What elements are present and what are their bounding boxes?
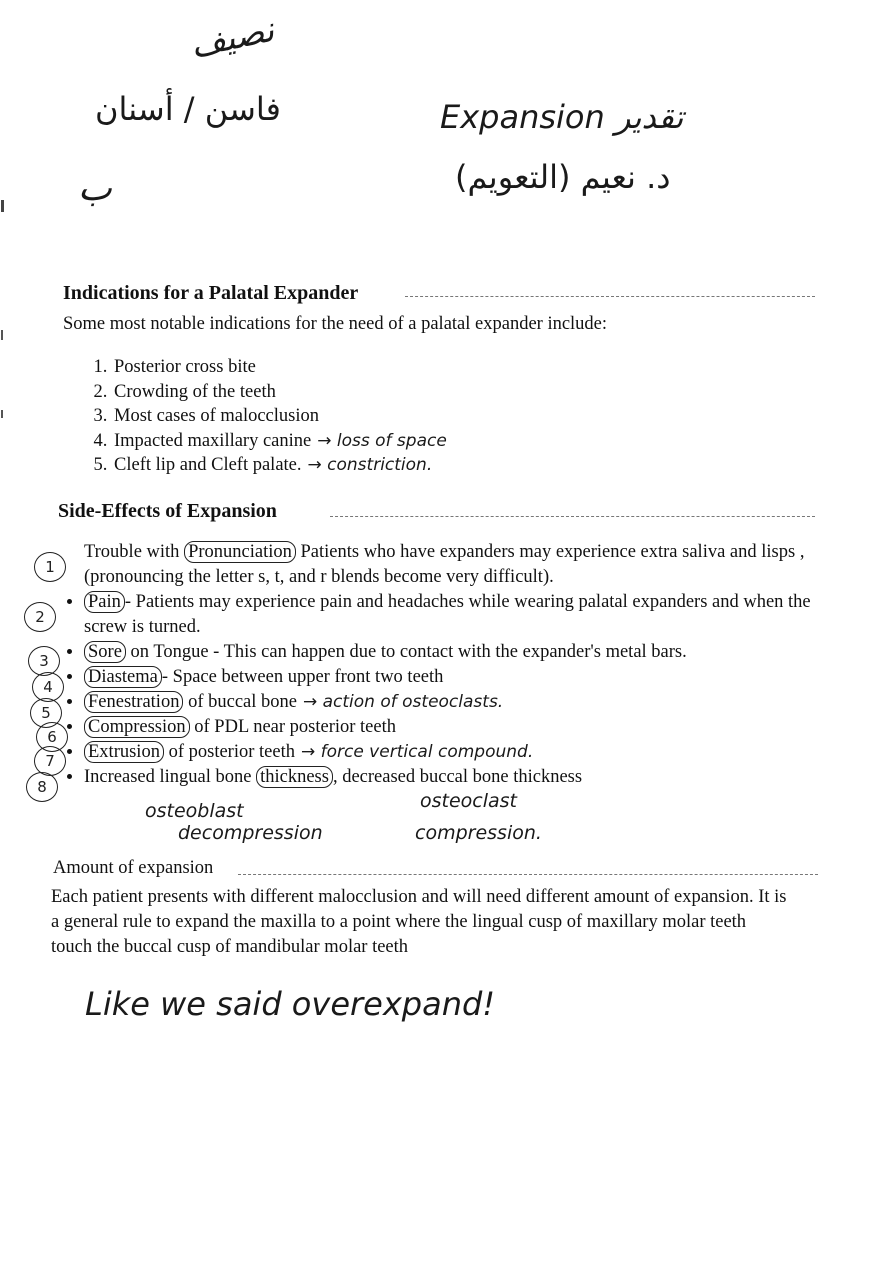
list-item: 5. Cleft lip and Cleft palate. → constriction.: [112, 453, 447, 478]
handwritten-note: decompression: [178, 822, 323, 844]
circled-number: 1: [34, 552, 66, 582]
handwritten-note: → loss of space: [317, 430, 447, 451]
list-item: 2. Crowding of the teeth: [112, 380, 447, 405]
indications-intro: Some most notable indications for the need of a palatal expander include:: [63, 314, 608, 334]
list-item: • Extrusion of posterior teeth → force vertical compound.: [84, 740, 844, 765]
list-item: • Pain - Patients may experience pain and headaches while wearing palatal expanders and when the screw is turned.: [84, 590, 844, 640]
circled-number: 2: [24, 602, 56, 632]
heading-rule: [238, 874, 818, 875]
handwritten-note: → force vertical compound.: [300, 742, 534, 762]
circled-number: 4: [32, 672, 64, 702]
indications-heading: Indications for a Palatal Expander: [63, 282, 359, 304]
list-item: • Fenestration of buccal bone → action of osteoclasts.: [84, 690, 844, 715]
handwritten-note: osteoblast: [145, 800, 244, 822]
circled-number: 5: [30, 698, 62, 728]
list-item: • Compression of PDL near posterior teeth: [84, 715, 844, 740]
circled-number: 3: [28, 646, 60, 676]
amount-heading: Amount of expansion: [53, 858, 214, 878]
indications-list: [88, 355, 447, 478]
side-effects-list: [60, 540, 844, 790]
handwritten-note: → action of osteoclasts.: [302, 692, 504, 712]
handwritten-subject: فاسن / أسنان: [95, 90, 281, 128]
list-item: 1. Posterior cross bite: [112, 355, 447, 380]
handwritten-note: osteoclast: [420, 790, 518, 812]
handwritten-topic: Expansion تقدير: [440, 98, 684, 136]
circled-number: 7: [34, 746, 66, 776]
side-effects-heading: Side-Effects of Expansion: [58, 500, 277, 522]
list-item: • Diastema - Space between upper front two teeth: [84, 665, 844, 690]
list-item: 4. Impacted maxillary canine → loss of space: [112, 429, 447, 454]
scan-edge-marks: [0, 180, 8, 500]
circled-number: 8: [26, 772, 58, 802]
handwritten-name: نصیف: [186, 9, 278, 67]
list-item: • Increased lingual bone thickness , decreased buccal bone thickness: [84, 765, 844, 790]
list-item: Trouble with Pronunciation Patients who have expanders may experience extra saliva and lisps , (pronouncing the letter s, t, and r blends become very difficult).: [84, 542, 805, 587]
handwritten-doctor: د. نعيم (التعويم): [455, 158, 671, 196]
handwritten-note: compression.: [415, 822, 542, 844]
circled-number: 6: [36, 722, 68, 752]
heading-rule: [405, 296, 815, 297]
handwritten-note: → constriction.: [307, 455, 433, 475]
list-item: • Sore on Tongue - This can happen due to contact with the expander's metal bars.: [84, 640, 844, 665]
heading-rule: [330, 516, 815, 517]
amount-paragraph: Each patient presents with different malocclusion and will need different amount of expansion. It is a general rule to expand the maxilla to a point where the lingual cusp of maxillary molar teeth touch the buccal cusp of mandibular molar teeth: [51, 887, 787, 957]
handwritten-letter: ب: [78, 168, 112, 209]
handwritten-conclusion: Like we said overexpand!: [85, 985, 496, 1023]
list-item: 3. Most cases of malocclusion: [112, 404, 447, 429]
